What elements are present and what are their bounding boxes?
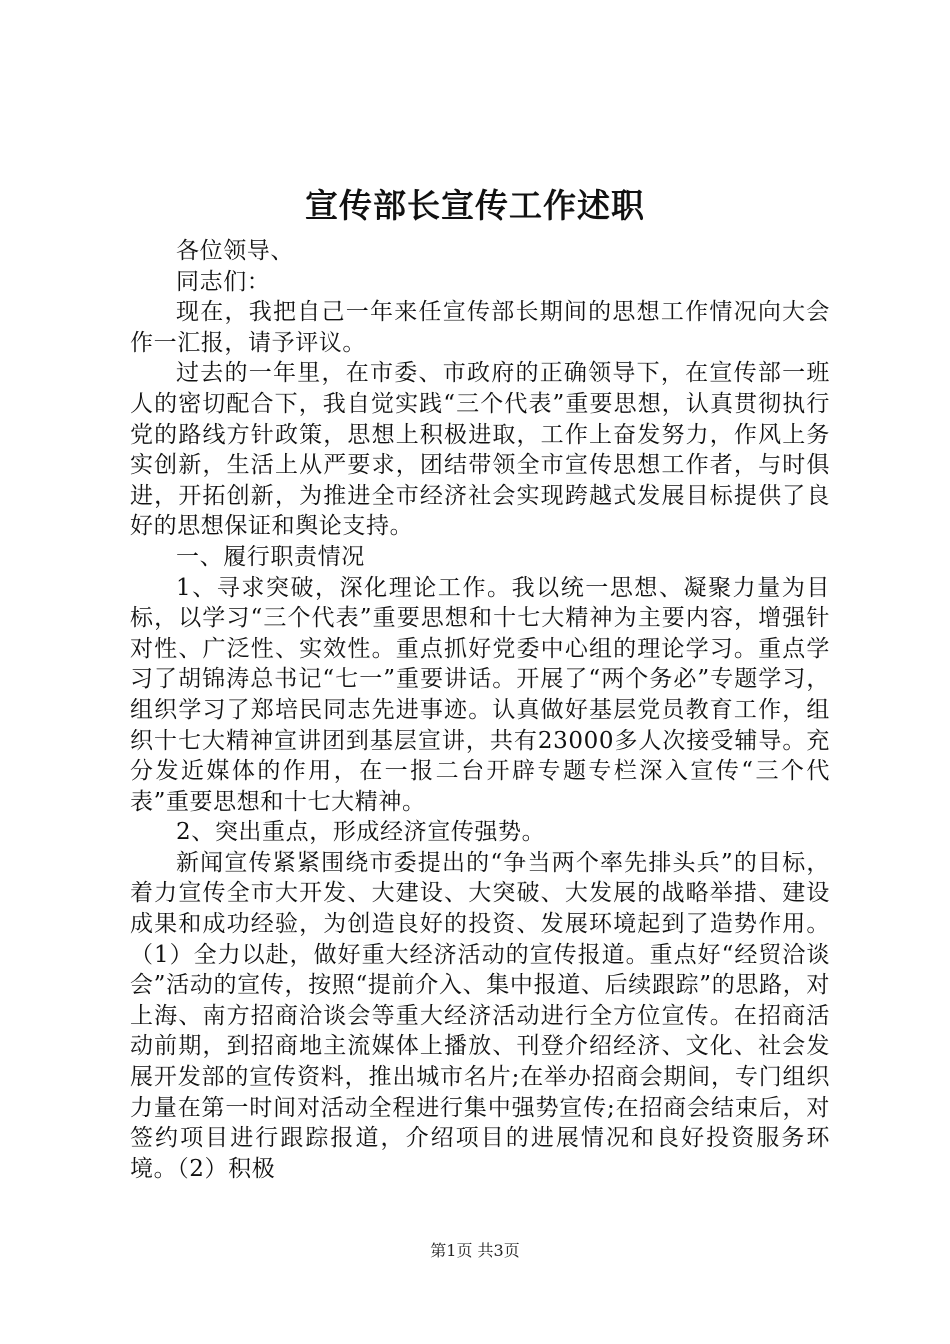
paragraph-overview: 过去的一年里，在市委、市政府的正确领导下，在宣传部一班人的密切配合下，我自觉实践“三个代表”重要思想，认真贯彻执行党的路线方针政策，思想上积极进取，工作上奋发努力，作风上务实创新，生活上从严要求，团结带领全市宣传思想工作者，与时俱进，开拓创新，为推进全市经济社会实现跨越式发展目标提供了良好的思想保证和舆论支持。 xyxy=(130,360,830,540)
document-title: 宣传部长宣传工作述职 xyxy=(305,186,645,225)
page-footer: 第1页 共3页 xyxy=(430,1241,520,1260)
paragraph-intro: 现在，我把自己一年来任宣传部长期间的思想工作情况向大会作一汇报，请予评议。 xyxy=(130,299,830,356)
paragraph-news-publicity: 新闻宣传紧紧围绕市委提出的“争当两个率先排头兵”的目标，着力宣传全市大开发、大建设、大突破、大发展的战略举措、建设成果和成功经验，为创造良好的投资、发展环境起到了造势作用。（1）全力以赴，做好重大经济活动的宣传报道。重点好“经贸洽谈会”活动的宣传，按照“提前介入、集中报道、后续跟踪”的思路，对上海、南方招商洽谈会等重大经济活动进行全方位宣传。在招商活动前期，到招商地主流媒体上播放、刊登介绍经济、文化、社会发展开发部的宣传资料，推出城市名片;在举办招商会期间，专门组织力量在第一时间对活动全程进行集中强势宣传;在招商会结束后，对签约项目进行跟踪报道，介绍项目的进展情况和良好投资服务环境。（2）积极 xyxy=(130,849,830,1182)
paragraph-theory-work: 1、寻求突破，深化理论工作。我以统一思想、凝聚力量为目标，以学习“三个代表”重要思想和十七大精神为主要内容，增强针对性、广泛性、实效性。重点抓好党委中心组的理论学习。重点学习了胡锦涛总书记“七一”重要讲话。开展了“两个务必”专题学习，组织学习了郑培民同志先进事迹。认真做好基层党员教育工作，组织十七大精神宣讲团到基层宣讲，共有23000多人次接受辅导。充分发近媒体的作用，在一报二台开辟专题专栏深入宣传“三个代表”重要思想和十七大精神。 xyxy=(130,574,830,815)
salutation-comrades: 同志们： xyxy=(176,268,271,295)
salutation-leaders: 各位领导、 xyxy=(176,238,294,264)
subheading-economic-publicity: 2、突出重点，形成经济宣传强势。 xyxy=(176,819,546,846)
section-heading-duties: 一、履行职责情况 xyxy=(176,543,365,570)
document-body xyxy=(130,236,830,1184)
